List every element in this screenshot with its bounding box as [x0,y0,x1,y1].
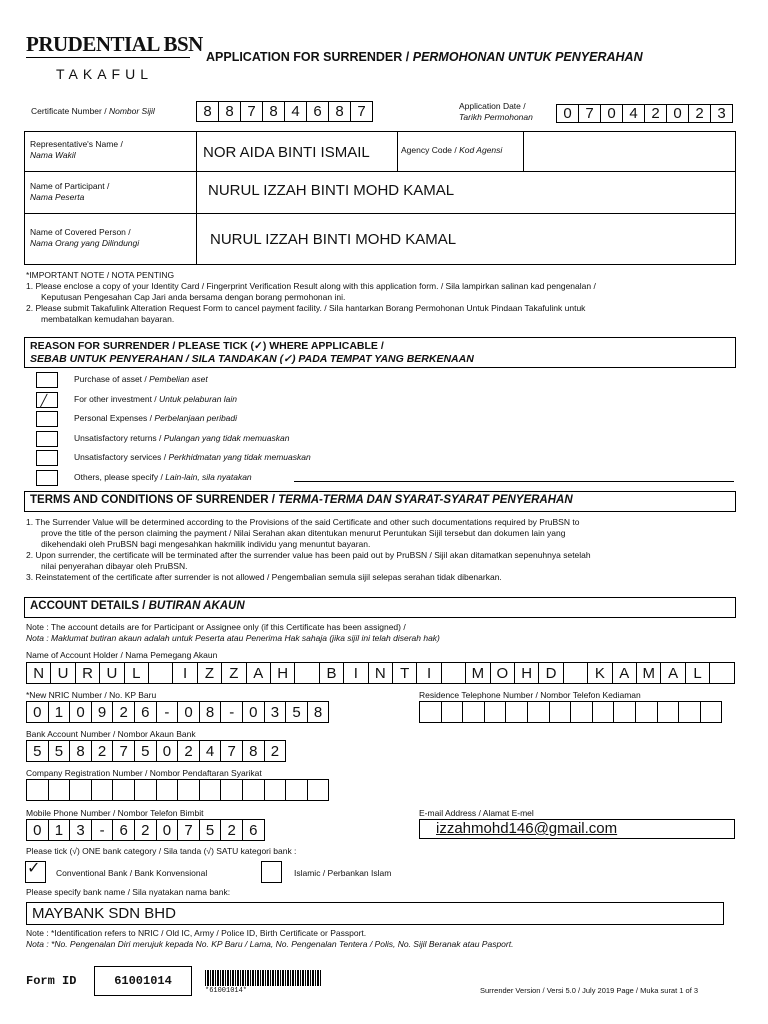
res-label: Residence Telephone Number / Nombor Telefon Kediaman [419,690,641,700]
email-value[interactable]: izzahmohd146@gmail.com [436,820,618,837]
digit-cell[interactable]: 0 [69,701,92,723]
digit-cell[interactable]: R [75,662,100,684]
digit-cell[interactable] [307,779,330,801]
digit-cell[interactable]: M [465,662,490,684]
reason-checkbox[interactable] [36,450,58,466]
digit-cell[interactable]: 0 [156,819,179,841]
reason-checkbox[interactable] [36,392,58,408]
digit-cell[interactable] [69,779,92,801]
digit-cell[interactable] [613,701,636,723]
digit-cell[interactable]: 5 [199,819,222,841]
digit-cell[interactable]: M [636,662,661,684]
participant-label: Name of Participant / Nama Peserta [30,181,110,202]
conventional-label: Conventional Bank / Bank Konvensional [56,868,208,878]
digit-cell[interactable]: B [319,662,344,684]
check-icon: ╱ [40,393,48,408]
digit-cell[interactable]: A [246,662,271,684]
agency-label: Agency Code / Kod Agensi [401,145,503,155]
digit-cell[interactable]: 2 [91,740,114,762]
terms-header: TERMS AND CONDITIONS OF SURRENDER / TERMA-TERMA DAN SYARAT-SYARAT PENYERAHAN [24,491,736,512]
digit-cell[interactable]: - [220,701,243,723]
digit-cell[interactable]: 8 [242,740,265,762]
account-note: Note : The account details are for Participant or Assignee only (if this Certificate has been assigned) / Nota : Maklumat butiran akaun adalah untuk Peserta atau Penerima Hak sahaja (jika sijil ini telah diserah hak) [26,622,440,643]
digit-cell[interactable] [177,779,200,801]
digit-cell[interactable] [264,779,287,801]
digit-cell[interactable]: 1 [48,819,71,841]
digit-cell[interactable]: 2 [264,740,287,762]
reason-checkbox[interactable] [36,470,58,486]
cert-label: Certificate Number / Nombor Sijil [31,106,155,116]
company-label: Company Registration Number / Nombor Pendaftaran Syarikat [26,768,262,778]
bank-acc-label: Bank Account Number / Nombor Akaun Bank [26,729,196,739]
digit-cell[interactable]: 0 [26,701,49,723]
rep-label: Representative's Name / Nama Wakil [30,139,123,160]
digit-cell[interactable] [700,701,723,723]
reason-checkbox[interactable] [36,431,58,447]
digit-cell[interactable]: 4 [622,104,645,123]
digit-cell[interactable] [112,779,135,801]
digit-cell[interactable]: 6 [134,701,157,723]
digit-cell[interactable] [484,701,507,723]
digit-cell[interactable]: I [172,662,197,684]
digit-cell[interactable]: 2 [644,104,667,123]
email-label: E-mail Address / Alamat E-mel [419,808,534,818]
digit-cell[interactable]: A [612,662,637,684]
digit-cell[interactable]: 3 [710,104,733,123]
digit-cell[interactable]: Z [221,662,246,684]
form-title: APPLICATION FOR SURRENDER / PERMOHONAN UNTUK PENYERAHAN [206,50,643,64]
digit-cell[interactable]: 3 [69,819,92,841]
conventional-checkbox[interactable] [25,861,46,883]
digit-cell[interactable] [156,779,179,801]
terms-text: 1. The Surrender Value will be determined according to the Provisions of the said Certificate and other such documentations required by PruBSN to prove the title of the person claiming the payment / Nilai Serahan akan ditentukan menurut Peruntukan Sijil tersebut dan dokumen lain yang dikehendaki oleh PruBSN bagi mengesahkan hakmilik individu yang menuntut bayaran. 2. Upon surrender, the certificate will be terminated after the surrender value has been paid out by PruBSN / Sijil akan ditamatkan sepenuhnya setelah nilai penyerahan dibayar oleh PruBSN. 3. Reinstatement of the certificate after surrender is not allowed / Pengembalian semula sijil selepas serahan tidak dibenarkan. [26,517,591,582]
digit-cell[interactable] [26,779,49,801]
digit-cell[interactable]: 5 [26,740,49,762]
digit-cell[interactable]: L [124,662,149,684]
digit-cell[interactable]: 6 [306,101,329,122]
digit-cell[interactable] [592,701,615,723]
form-id-label: Form ID [26,974,77,988]
digit-cell[interactable]: L [685,662,710,684]
digit-cell[interactable] [441,662,466,684]
rep-name[interactable]: NOR AIDA BINTI ISMAIL [203,144,370,161]
reason-header: REASON FOR SURRENDER / PLEASE TICK (✓) WHERE APPLICABLE / SEBAB UNTUK PENYERAHAN / SILA TANDAKAN (✓) PADA TEMPAT YANG BERKENAAN [24,337,736,368]
digit-cell[interactable]: 5 [48,740,71,762]
covered-label: Name of Covered Person / Nama Orang yang Dilindungi [30,227,140,248]
logo-divider [26,57,190,58]
digit-cell[interactable]: H [514,662,539,684]
digit-cell[interactable]: 2 [112,701,135,723]
digit-cell[interactable]: N [368,662,393,684]
digit-cell[interactable]: 6 [112,819,135,841]
digit-cell[interactable]: 2 [688,104,711,123]
form-id-value: 61001014 [94,966,192,996]
reason-label: For other investment / Untuk pelaburan lain [74,393,238,404]
digit-cell[interactable] [134,779,157,801]
reason-label: Unsatisfactory services / Perkhidmatan yang tidak memuaskan [74,452,311,462]
digit-cell[interactable]: 0 [556,104,579,123]
digit-cell[interactable] [148,662,173,684]
digit-cell[interactable]: 4 [284,101,307,122]
reason-label: Purchase of asset / Pembelian aset [74,374,208,384]
digit-cell[interactable] [285,779,308,801]
islamic-label: Islamic / Perbankan Islam [294,868,392,878]
digit-cell[interactable]: 7 [578,104,601,123]
digit-cell[interactable]: 6 [242,819,265,841]
digit-cell[interactable]: 7 [177,819,200,841]
digit-cell[interactable] [419,701,442,723]
digit-cell[interactable]: D [538,662,563,684]
digit-cell[interactable]: 7 [350,101,373,122]
brand-logo: PRUDENTIAL BSN [26,32,203,56]
digit-cell[interactable]: 4 [199,740,222,762]
digit-cell[interactable]: 0 [177,701,200,723]
covered-name[interactable]: NURUL IZZAH BINTI MOHD KAMAL [210,231,457,248]
important-note: *IMPORTANT NOTE / NOTA PENTING 1. Please enclose a copy of your Identity Card / Fingerprint Verification Result along with this application form. / Sila lampirkan salinan kad pengenalan / Keputusan Pengesahan Cap Jari anda bersama dengan borang permohonan ini. 2. Please submit Takafulink Alteration Request Form to cancel payment facility. / Sila hantarkan Borang Permohonan Untuk Pindaan Takafulink untuk membatalkan kemudahan bayaran. [26,270,596,324]
digit-cell[interactable] [678,701,701,723]
digit-cell[interactable] [527,701,550,723]
digit-cell[interactable]: U [99,662,124,684]
digit-cell[interactable] [505,701,528,723]
digit-cell[interactable] [709,662,734,684]
digit-cell[interactable] [462,701,485,723]
digit-cell[interactable]: 8 [196,101,219,122]
participant-name[interactable]: NURUL IZZAH BINTI MOHD KAMAL [208,182,455,199]
digit-cell[interactable]: O [490,662,515,684]
digit-cell[interactable]: 0 [26,819,49,841]
digit-cell[interactable]: 7 [220,740,243,762]
digit-cell[interactable]: T [392,662,417,684]
digit-cell[interactable]: 7 [112,740,135,762]
footnote: Note : *Identification refers to NRIC / Old IC, Army / Police ID, Birth Certificate or Passport. Nota : *No. Pengenalan Diri merujuk kepada No. KP Baru / Lama, No. Pengenalan Tentera / Polis, No. Sijil Beranak atau Pasport. [26,928,514,949]
barcode-text: *61001014* [205,987,248,995]
bankname-label: Please specify bank name / Sila nyatakan nama bank: [26,887,231,897]
check-icon: ✓ [27,860,41,877]
digit-cell[interactable] [441,701,464,723]
digit-cell[interactable] [570,701,593,723]
digit-cell[interactable] [242,779,265,801]
digit-cell[interactable]: I [343,662,368,684]
digit-cell[interactable]: 5 [134,740,157,762]
reason-checkbox[interactable] [36,372,58,388]
digit-cell[interactable] [294,662,319,684]
digit-cell[interactable]: A [660,662,685,684]
barcode [205,970,321,986]
mobile-label: Mobile Phone Number / Nombor Telefon Bimbit [26,808,204,818]
digit-cell[interactable]: - [91,819,114,841]
brand-sub: TAKAFUL [56,66,153,82]
others-line[interactable] [294,481,734,482]
reason-label: Others, please specify / Lain-lain, sila nyatakan [74,471,252,482]
digit-cell[interactable]: 8 [69,740,92,762]
digit-cell[interactable]: 9 [91,701,114,723]
digit-cell[interactable] [199,779,222,801]
digit-cell[interactable]: 7 [240,101,263,122]
digit-cell[interactable]: 2 [134,819,157,841]
digit-cell[interactable]: - [156,701,179,723]
digit-cell[interactable]: 8 [307,701,330,723]
digit-cell[interactable]: 8 [262,101,285,122]
appdate-label: Application Date / Tarikh Permohonan [459,101,533,122]
digit-cell[interactable]: 8 [199,701,222,723]
bankname-value[interactable]: MAYBANK SDN BHD [32,905,176,922]
digit-cell[interactable]: 0 [242,701,265,723]
category-label: Please tick (√) ONE bank category / Sila tanda (√) SATU kategori bank : [26,846,297,856]
version-text: Surrender Version / Versi 5.0 / July 2019 Page / Muka surat 1 of 3 [480,986,699,995]
digit-cell[interactable]: 3 [264,701,287,723]
digit-cell[interactable] [549,701,572,723]
digit-cell[interactable]: 2 [220,819,243,841]
digit-cell[interactable]: 0 [156,740,179,762]
account-header: ACCOUNT DETAILS / BUTIRAN AKAUN [24,597,736,618]
islamic-checkbox[interactable] [261,861,282,883]
digit-cell[interactable]: Z [197,662,222,684]
digit-cell[interactable]: U [50,662,75,684]
digit-cell[interactable] [657,701,680,723]
holder-label: Name of Account Holder / Nama Pemegang Akaun [26,650,218,660]
digit-cell[interactable]: 5 [285,701,308,723]
digit-cell[interactable] [563,662,588,684]
digit-cell[interactable]: I [416,662,441,684]
digit-cell[interactable] [635,701,658,723]
reason-label: Personal Expenses / Perbelanjaan peribadi [74,413,238,423]
reason-checkbox[interactable] [36,411,58,427]
digit-cell[interactable] [91,779,114,801]
digit-cell[interactable] [48,779,71,801]
digit-cell[interactable]: N [26,662,51,684]
digit-cell[interactable]: 2 [177,740,200,762]
digit-cell[interactable] [220,779,243,801]
digit-cell[interactable]: H [270,662,295,684]
digit-cell[interactable]: 8 [328,101,351,122]
digit-cell[interactable]: K [587,662,612,684]
digit-cell[interactable]: 0 [600,104,623,123]
digit-cell[interactable]: 8 [218,101,241,122]
nric-label: *New NRIC Number / No. KP Baru [26,690,157,700]
digit-cell[interactable]: 1 [48,701,71,723]
digit-cell[interactable]: 0 [666,104,689,123]
reason-label: Unsatisfactory returns / Pulangan yang tidak memuaskan [74,432,290,443]
